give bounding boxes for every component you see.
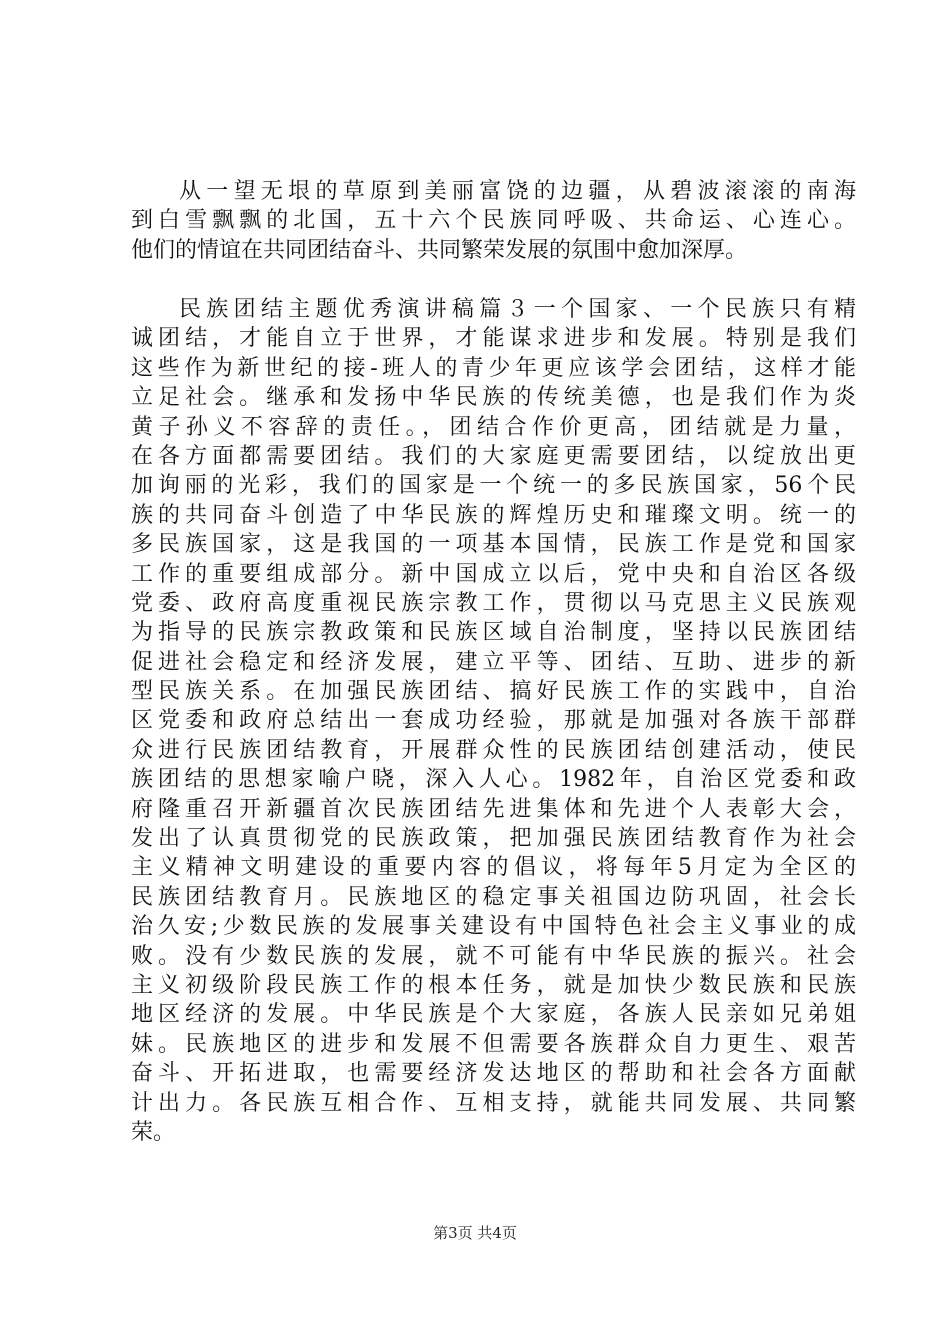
- text-line: 在各方面都需要团结。我们的大家庭更需要团结，以绽放出更: [131, 443, 856, 469]
- text-line: 府隆重召开新疆首次民族团结先进集体和先进个人表彰大会，: [131, 796, 856, 822]
- text-line: 民族团结主题优秀演讲稿篇３一个国家、一个民族只有精: [179, 297, 856, 322]
- text-line: 立足社会。继承和发扬中华民族的传统美德，也是我们作为炎: [131, 385, 856, 411]
- text-line: 从一望无垠的草原到美丽富饶的边疆，从碧波滚滚的南海: [179, 179, 856, 204]
- text-line: 他们的情谊在共同团结奋斗、共同繁荣发展的氛围中愈加深厚。: [131, 237, 748, 263]
- text-line: 主义初级阶段民族工作的根本任务，就是加快少数民族和民族: [131, 972, 856, 998]
- text-line: 区党委和政府总结出一套成功经验，那就是加强对各族干部群: [131, 708, 856, 734]
- text-line: 族的共同奋斗创造了中华民族的辉煌历史和璀璨文明。统一的: [131, 502, 856, 528]
- text-line: 众进行民族团结教育，开展群众性的民族团结创建活动，使民: [131, 737, 856, 763]
- text-line: 党委、政府高度重视民族宗教工作，贯彻以马克思主义民族观: [131, 590, 856, 616]
- text-line: 族团结的思想家喻户晓，深入人心。1982年，自治区党委和政: [131, 767, 856, 793]
- text-line: 发出了认真贯彻党的民族政策，把加强民族团结教育作为社会: [131, 826, 856, 852]
- text-line: 诚团结，才能自立于世界，才能谋求进步和发展。特别是我们: [131, 326, 856, 352]
- text-line: 计出力。各民族互相合作、互相支持，就能共同发展、共同繁: [131, 1090, 856, 1116]
- text-line: 黄子孙义不容辞的责任。，团结合作价更高，团结就是力量，: [131, 414, 856, 440]
- text-line: 到白雪飘飘的北国，五十六个民族同呼吸、共命运、心连心。: [131, 208, 856, 234]
- paragraph-1: [131, 177, 856, 265]
- text-line: 为指导的民族宗教政策和民族区域自治制度，坚持以民族团结: [131, 620, 856, 646]
- text-line: 妹。民族地区的进步和发展不但需要各族群众自力更生、艰苦: [131, 1031, 856, 1057]
- text-line: 荣。: [131, 1119, 176, 1145]
- text-line: 促进社会稳定和经济发展，建立平等、团结、互助、进步的新: [131, 649, 856, 675]
- text-line: 主义精神文明建设的重要内容的倡议，将每年5月定为全区的: [131, 855, 856, 881]
- page-footer: 第3页 共4页: [433, 1224, 517, 1242]
- text-line: 民族团结教育月。民族地区的稳定事关祖国边防巩固，社会长: [131, 884, 856, 910]
- text-line: 奋斗、开拓进取，也需要经济发达地区的帮助和社会各方面献: [131, 1061, 856, 1087]
- text-line: 加询丽的光彩，我们的国家是一个统一的多民族国家，56个民: [131, 473, 856, 499]
- text-line: 败。没有少数民族的发展，就不可能有中华民族的振兴。社会: [131, 943, 856, 969]
- text-line: 工作的重要组成部分。新中国成立以后，党中央和自治区各级: [131, 561, 856, 587]
- text-line: 治久安;少数民族的发展事关建设有中国特色社会主义事业的成: [131, 914, 856, 940]
- text-line: 多民族国家，这是我国的一项基本国情，民族工作是党和国家: [131, 532, 856, 558]
- text-line: 地区经济的发展。中华民族是个大家庭，各族人民亲如兄弟姐: [131, 1002, 856, 1028]
- text-line: 型民族关系。在加强民族团结、搞好民族工作的实践中，自治: [131, 679, 856, 705]
- text-line: 这些作为新世纪的接-班人的青少年更应该学会团结，这样才能: [131, 355, 856, 381]
- paragraph-2: [131, 295, 856, 1147]
